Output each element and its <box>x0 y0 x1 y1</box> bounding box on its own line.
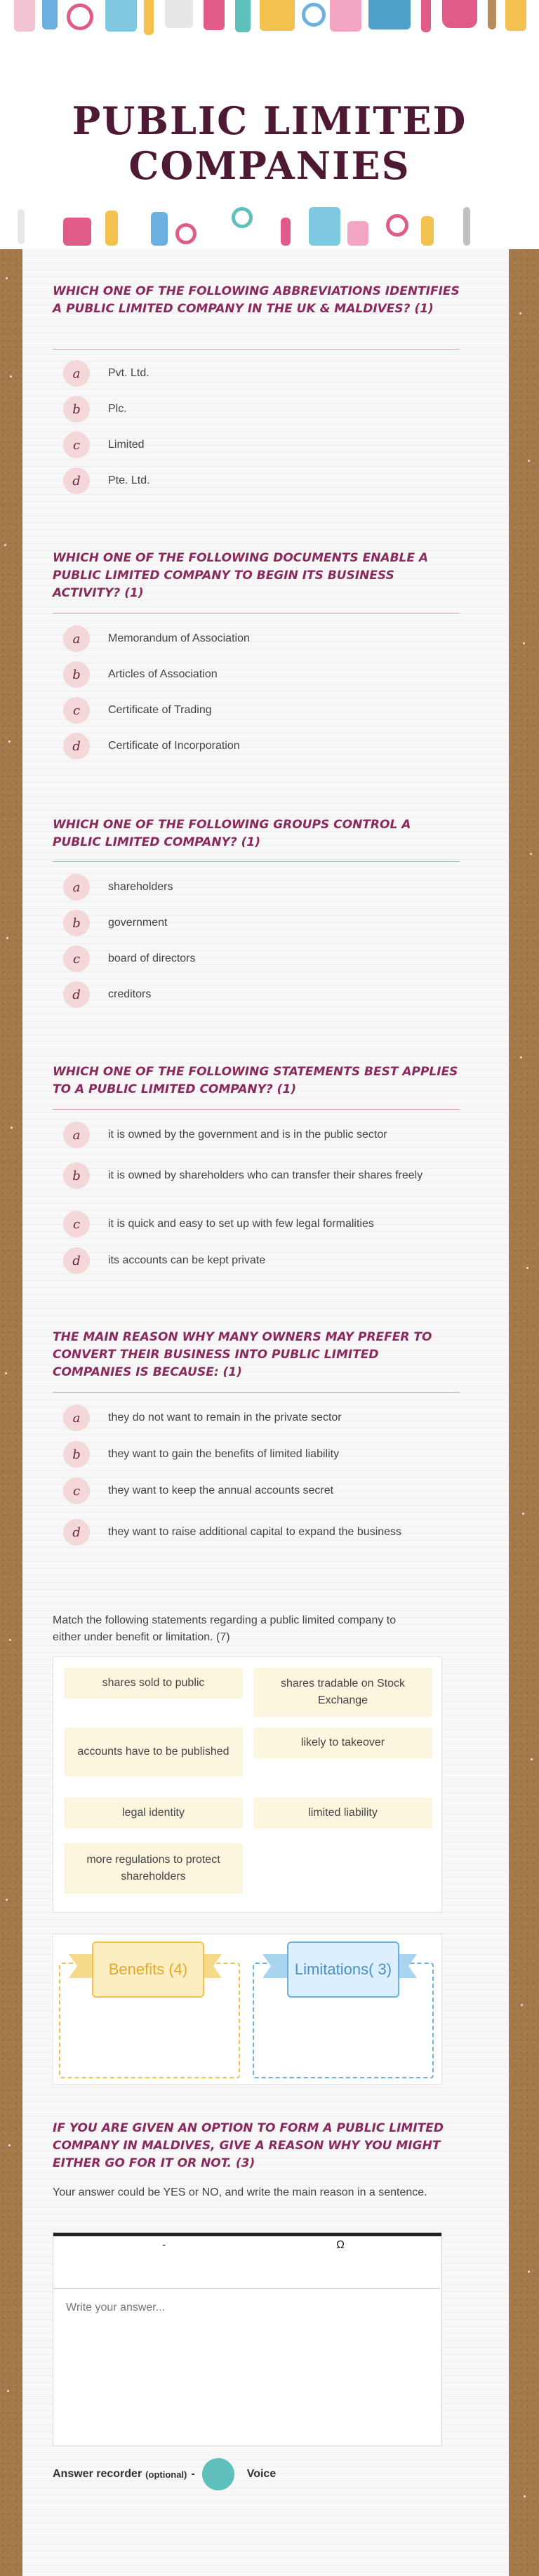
drag-item-likely-takeover[interactable]: likely to takeover <box>253 1727 432 1758</box>
recorder-label: Answer recorder <box>53 2468 142 2480</box>
answer-recorder <box>53 2457 276 2492</box>
question-5-option-c[interactable] <box>63 1477 470 1505</box>
page-title: PUBLIC LIMITED COMPANIES <box>72 98 467 188</box>
option-letter-badge: b <box>63 910 90 936</box>
option-text: Pte. Ltd. <box>108 474 150 486</box>
option-letter-badge: b <box>63 661 90 688</box>
option-letter-badge: d <box>63 733 90 759</box>
matching-items-box <box>53 1657 442 1913</box>
question-2-option-a[interactable] <box>63 625 470 653</box>
drag-item-more-regulations[interactable]: more regulations to protect shareholders <box>64 1843 243 1894</box>
question-4-divider <box>53 1109 460 1110</box>
option-letter-badge: b <box>63 396 90 423</box>
benefits-label: Benefits (4) <box>92 1941 204 1998</box>
question-4-option-d[interactable] <box>63 1247 470 1275</box>
question-3-option-c[interactable] <box>63 945 470 973</box>
question-3-title: WHICH ONE OF THE FOLLOWING GROUPS CONTROL A PUBLIC LIMITED COMPANY? (1) <box>53 818 411 849</box>
question-5-divider <box>53 1392 460 1393</box>
option-text: it is quick and easy to set up with few legal formalities <box>108 1218 374 1230</box>
drag-item-shares-sold[interactable]: shares sold to public <box>64 1668 243 1699</box>
option-text: creditors <box>108 988 152 1000</box>
question-1-title: WHICH ONE OF THE FOLLOWING ABBREVIATIONS IDENTIFIES A PUBLIC LIMITED COMPANY IN THE UK & MALDIVES? (1) <box>53 284 460 316</box>
question-1-option-c[interactable] <box>63 431 470 459</box>
stationery-decoration-bottom <box>0 204 539 246</box>
option-text: they want to keep the annual accounts secret <box>108 1485 334 1496</box>
drag-item-accounts-published[interactable]: accounts have to be published <box>64 1727 243 1777</box>
option-letter-badge: c <box>63 945 90 972</box>
question-5-option-a[interactable] <box>63 1404 470 1432</box>
option-text: they want to raise additional capital to expand the business <box>108 1526 402 1538</box>
matching-instruction: Match the following statements regarding a public limited company to either under benefit or limitation. (7) <box>53 1614 397 1643</box>
page-header <box>0 0 539 253</box>
option-text: Certificate of Incorporation <box>108 740 240 752</box>
drag-item-limited-liability[interactable]: limited liability <box>253 1798 432 1828</box>
option-letter-badge: d <box>63 1519 90 1546</box>
question-2-option-d[interactable] <box>63 732 470 760</box>
option-letter-badge: a <box>63 1122 90 1148</box>
option-text: government <box>108 917 168 929</box>
option-letter-badge: c <box>63 1211 90 1237</box>
question-3-option-a[interactable] <box>63 873 470 901</box>
option-text: it is owned by shareholders who can transfer their shares freely <box>108 1169 423 1181</box>
limitations-ribbon-left <box>262 1954 291 1978</box>
option-letter-badge: b <box>63 1162 90 1189</box>
formatting-dash-icon[interactable]: - <box>162 2239 166 2251</box>
question-3-option-d[interactable] <box>63 981 470 1009</box>
category-drop-area <box>53 1934 442 2085</box>
question-4-option-a[interactable] <box>63 1121 470 1149</box>
option-letter-badge: a <box>63 360 90 387</box>
option-text: Limited <box>108 439 145 451</box>
option-text: Certificate of Trading <box>108 704 212 716</box>
question-5-title: THE MAIN REASON WHY MANY OWNERS MAY PREFER TO CONVERT THEIR BUSINESS INTO PUBLIC LIMITED COMPANIES IS BECAUSE: (1) <box>53 1330 432 1379</box>
drag-item-shares-tradable[interactable]: shares tradable on Stock Exchange <box>253 1668 432 1717</box>
option-text: they want to gain the benefits of limited liability <box>108 1448 340 1460</box>
question-6-instruction: Your answer could be YES or NO, and write the main reason in a sentence. <box>53 2186 427 2198</box>
question-2-option-c[interactable] <box>63 696 470 724</box>
question-1-option-b[interactable] <box>63 395 470 423</box>
recorder-dash: - <box>191 2468 195 2480</box>
drag-item-legal-identity[interactable]: legal identity <box>64 1798 243 1828</box>
stationery-decoration-top <box>0 0 539 42</box>
voice-label: Voice <box>246 2468 277 2480</box>
option-text: Articles of Association <box>108 668 218 680</box>
limitations-label: Limitations( 3) <box>287 1941 399 1998</box>
question-4-option-c[interactable] <box>63 1210 470 1238</box>
question-5-option-b[interactable] <box>63 1440 470 1468</box>
option-letter-badge: d <box>63 467 90 494</box>
question-1-option-d[interactable] <box>63 467 470 495</box>
option-letter-badge: c <box>63 1478 90 1504</box>
record-voice-button[interactable] <box>202 2458 234 2490</box>
option-text: Plc. <box>108 403 127 415</box>
question-3-divider <box>53 861 460 862</box>
option-text: shareholders <box>108 881 173 893</box>
option-letter-badge: c <box>63 432 90 458</box>
option-letter-badge: d <box>63 981 90 1008</box>
question-2-title: WHICH ONE OF THE FOLLOWING DOCUMENTS ENABLE A PUBLIC LIMITED COMPANY TO BEGIN ITS BUSINESS ACTIVITY? (1) <box>53 551 429 600</box>
question-4-option-b[interactable] <box>63 1158 470 1193</box>
option-letter-badge: a <box>63 874 90 901</box>
question-6-title: IF YOU ARE GIVEN AN OPTION TO FORM A PUBLIC LIMITED COMPANY IN MALDIVES, GIVE A REASON WHY YOU MIGHT EITHER GO FOR IT OR NOT. (3) <box>53 2121 444 2170</box>
option-text: they do not want to remain in the private sector <box>108 1412 342 1423</box>
option-text: board of directors <box>108 952 196 964</box>
question-2-option-b[interactable] <box>63 660 470 689</box>
question-1-option-a[interactable] <box>63 359 470 387</box>
option-text: Memorandum of Association <box>108 632 250 644</box>
question-4-title: WHICH ONE OF THE FOLLOWING STATEMENTS BEST APPLIES TO A PUBLIC LIMITED COMPANY? (1) <box>53 1065 458 1096</box>
option-letter-badge: b <box>63 1441 90 1468</box>
question-1-divider <box>53 349 460 350</box>
recorder-optional-label: (optional) <box>145 2469 187 2480</box>
option-text: it is owned by the government and is in the public sector <box>108 1129 387 1141</box>
option-letter-badge: a <box>63 625 90 652</box>
special-character-icon[interactable]: Ω <box>336 2239 345 2251</box>
answer-editor <box>53 2232 442 2446</box>
option-text: Pvt. Ltd. <box>108 367 149 379</box>
option-text: its accounts can be kept private <box>108 1254 266 1266</box>
editor-toolbar <box>53 2233 441 2289</box>
question-3-option-b[interactable] <box>63 909 470 937</box>
option-letter-badge: c <box>63 697 90 724</box>
answer-text-input[interactable] <box>53 2289 441 2443</box>
question-5-option-d[interactable] <box>63 1515 470 1550</box>
option-letter-badge: a <box>63 1405 90 1431</box>
option-letter-badge: d <box>63 1247 90 1274</box>
